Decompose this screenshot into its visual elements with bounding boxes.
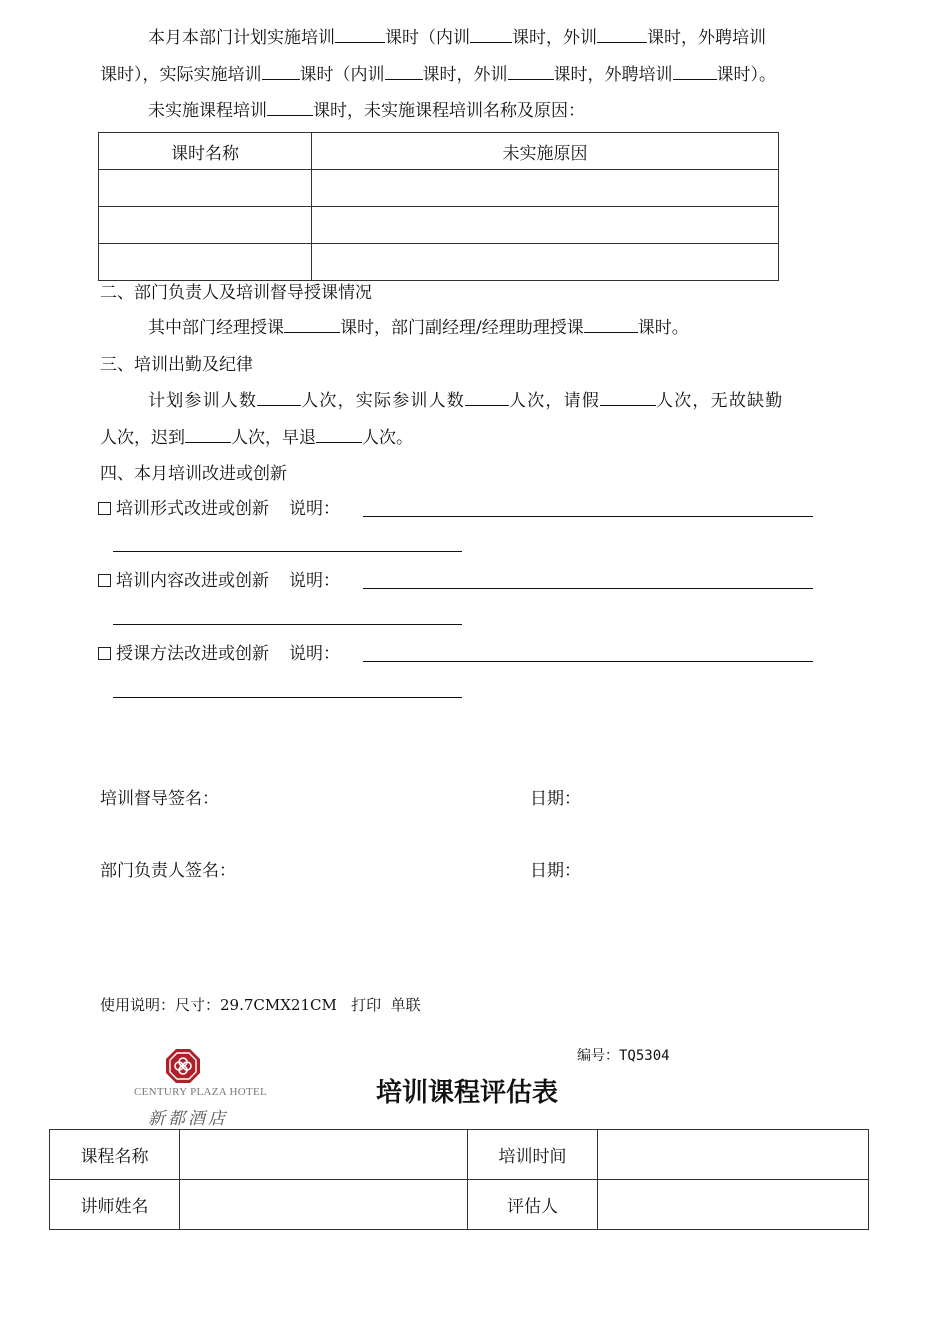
- table-cell[interactable]: [99, 170, 312, 207]
- hotel-emblem-icon: [165, 1048, 201, 1084]
- usage-note: 使用说明：尺寸：29.7CMX21CM 打印 单联: [100, 996, 421, 1014]
- evaluator-field[interactable]: [598, 1180, 869, 1230]
- early-leave-blank[interactable]: [316, 427, 362, 443]
- planned-internal-blank[interactable]: [470, 27, 512, 43]
- checkbox[interactable]: [98, 647, 111, 660]
- planned-external-blank[interactable]: [597, 27, 647, 43]
- section-2-heading: 二、部门负责人及培训督导授课情况: [100, 283, 372, 303]
- note-line[interactable]: [363, 661, 813, 662]
- table-cell[interactable]: [312, 244, 779, 281]
- improvement-option-content: 培训内容改进或创新 说明：: [98, 570, 340, 592]
- instructor-name-field[interactable]: [180, 1180, 468, 1230]
- course-name-field[interactable]: [180, 1130, 468, 1180]
- dept-head-signature-label: 部门负责人签名：: [100, 861, 236, 881]
- checkbox[interactable]: [98, 502, 111, 515]
- actual-hours-blank[interactable]: [262, 64, 300, 80]
- actual-attendees-blank[interactable]: [465, 390, 509, 406]
- form-code: 编号：TQ5304: [577, 1048, 670, 1064]
- section-2-line: 其中部门经理授课 课时，部门副经理/经理助理授课 课时。: [148, 318, 689, 338]
- dept-head-date-label: 日期：: [530, 861, 581, 881]
- table-cell[interactable]: [99, 244, 312, 281]
- note-line[interactable]: [113, 697, 462, 698]
- note-line[interactable]: [363, 588, 813, 589]
- table-cell[interactable]: [312, 207, 779, 244]
- note-line[interactable]: [113, 551, 462, 552]
- label-course-name: 课程名称: [50, 1130, 180, 1180]
- improvement-option-format: 培训形式改进或创新 说明：: [98, 498, 340, 520]
- actual-hired-blank[interactable]: [673, 64, 717, 80]
- training-time-field[interactable]: [598, 1130, 869, 1180]
- section-3-line-1: 计划参训人数 人次，实际参训人数 人次，请假 人次，无故缺勤: [148, 391, 784, 411]
- section-4-heading: 四、本月培训改进或创新: [100, 464, 287, 484]
- label-instructor-name: 讲师姓名: [50, 1180, 180, 1230]
- actual-internal-blank[interactable]: [385, 64, 423, 80]
- table-cell[interactable]: [312, 170, 779, 207]
- planned-hours-blank[interactable]: [335, 27, 385, 43]
- supervisor-date-label: 日期：: [530, 789, 581, 809]
- checkbox[interactable]: [98, 574, 111, 587]
- unimplemented-hours-blank[interactable]: [267, 100, 313, 116]
- logo-chinese-name: 新都酒店: [148, 1109, 228, 1129]
- evaluation-table: [49, 1129, 869, 1230]
- label-training-time: 培训时间: [468, 1130, 598, 1180]
- supervisor-signature-label: 培训督导签名：: [100, 789, 219, 809]
- evaluation-form-title: 培训课程评估表: [376, 1078, 559, 1108]
- header-course-name: 课时名称: [99, 133, 312, 170]
- note-line[interactable]: [363, 516, 813, 517]
- note-line[interactable]: [113, 624, 462, 625]
- leave-blank[interactable]: [600, 390, 656, 406]
- hotel-logo: [130, 1048, 268, 1129]
- label-evaluator: 评估人: [468, 1180, 598, 1230]
- section-3-heading: 三、培训出勤及纪律: [100, 355, 253, 375]
- logo-english-name: CENTURY PLAZA HOTEL: [134, 1086, 268, 1098]
- plan-line-2: 课时），实际实施培训 课时（内训 课时，外训 课时，外聘培训 课时）。: [100, 65, 776, 85]
- planned-attendees-blank[interactable]: [257, 390, 301, 406]
- deputy-hours-blank[interactable]: [584, 317, 638, 333]
- actual-external-blank[interactable]: [508, 64, 554, 80]
- late-blank[interactable]: [185, 427, 231, 443]
- unimplemented-courses-table: [98, 132, 779, 281]
- manager-hours-blank[interactable]: [284, 317, 340, 333]
- header-reason: 未实施原因: [312, 133, 779, 170]
- improvement-option-method: 授课方法改进或创新 说明：: [98, 643, 340, 665]
- section-3-line-2: 人次，迟到 人次，早退 人次。: [100, 428, 413, 448]
- table-cell[interactable]: [99, 207, 312, 244]
- plan-line-3: 未实施课程培训 课时，未实施课程培训名称及原因：: [148, 101, 585, 121]
- plan-line-1: 本月本部门计划实施培训 课时（内训 课时，外训 课时，外聘培训: [148, 28, 766, 48]
